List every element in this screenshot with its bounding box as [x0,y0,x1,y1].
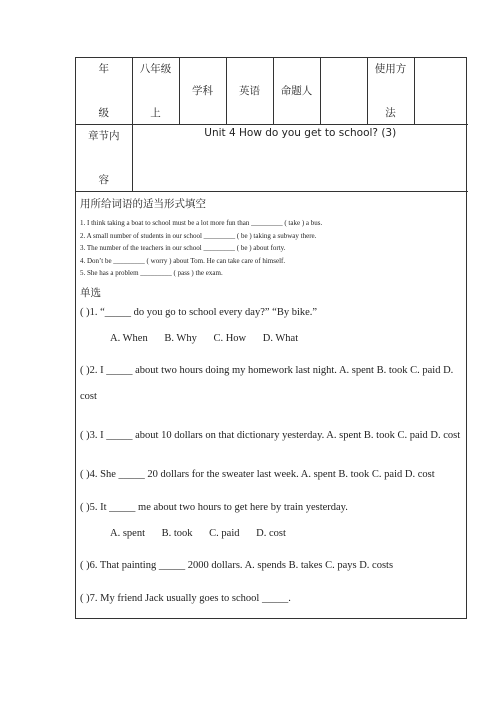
option: A. spent [110,527,145,539]
list-item: 1. I think taking a boat to school must be a lot more fun than _________ ( take ) a bus. [80,219,323,227]
question-5-options [80,527,462,540]
header-table [76,58,468,192]
author-label: 命题人 [273,58,320,125]
question-5: ( )5. It _____ me about two hours to get here by train yesterday. [80,501,348,513]
question-6: ( )6. That painting _____ 2000 dollars. A. spends B. takes C. pays D. costs [80,559,394,571]
chapter-value: Unit 4 How do you get to school? (3) [132,125,468,192]
chapter-label: 章节内 容 [76,125,132,192]
question-7: ( )7. My friend Jack usually goes to school _____. [80,592,291,604]
question-2: ( )2. I _____ about two hours doing my homework last night. A. spent B. took C. paid D. cost [80,364,454,402]
option: A. When [110,332,148,344]
option: D. cost [256,527,286,539]
option: B. Why [164,332,197,344]
subject-value: 英语 [226,58,273,125]
usage-value [414,58,468,125]
list-item: 2. A small number of students in our school _________ ( be ) taking a subway there. [80,231,317,240]
usage-label: 使用方 法 [367,58,414,125]
option: D. What [262,332,299,344]
list-item: 4. Don’t be _________ ( worry ) about Tom. He can take care of himself. [80,256,286,265]
question-1-options [80,332,462,345]
question-3: ( )3. I _____ about 10 dollars on that dictionary yesterday. A. spent B. took C. paid D. cost [80,429,461,441]
section1-title: 用所给词语的适当形式填空 [80,198,206,210]
question-1: ( )1. “_____ do you go to school every day?” “By bike.” [80,306,318,318]
fill-blank-list [80,217,462,280]
section2-title: 单选 [80,286,101,299]
exercise-body [76,192,466,605]
grade-label: 年 级 [76,58,132,125]
author-value [320,58,367,125]
grade-value: 八年级 上 [132,58,179,125]
list-item: 5. She has a problem _________ ( pass ) the exam. [80,269,223,277]
option: C. paid [209,527,240,539]
subject-label: 学科 [179,58,226,125]
list-item: 3. The number of the teachers in our school _________ ( be ) about forty. [80,244,286,252]
option: C. How [213,332,247,344]
option: B. took [161,527,193,539]
exam-sheet [75,57,467,619]
question-4: ( )4. She _____ 20 dollars for the sweater last week. A. spent B. took C. paid D. cost [80,468,435,480]
